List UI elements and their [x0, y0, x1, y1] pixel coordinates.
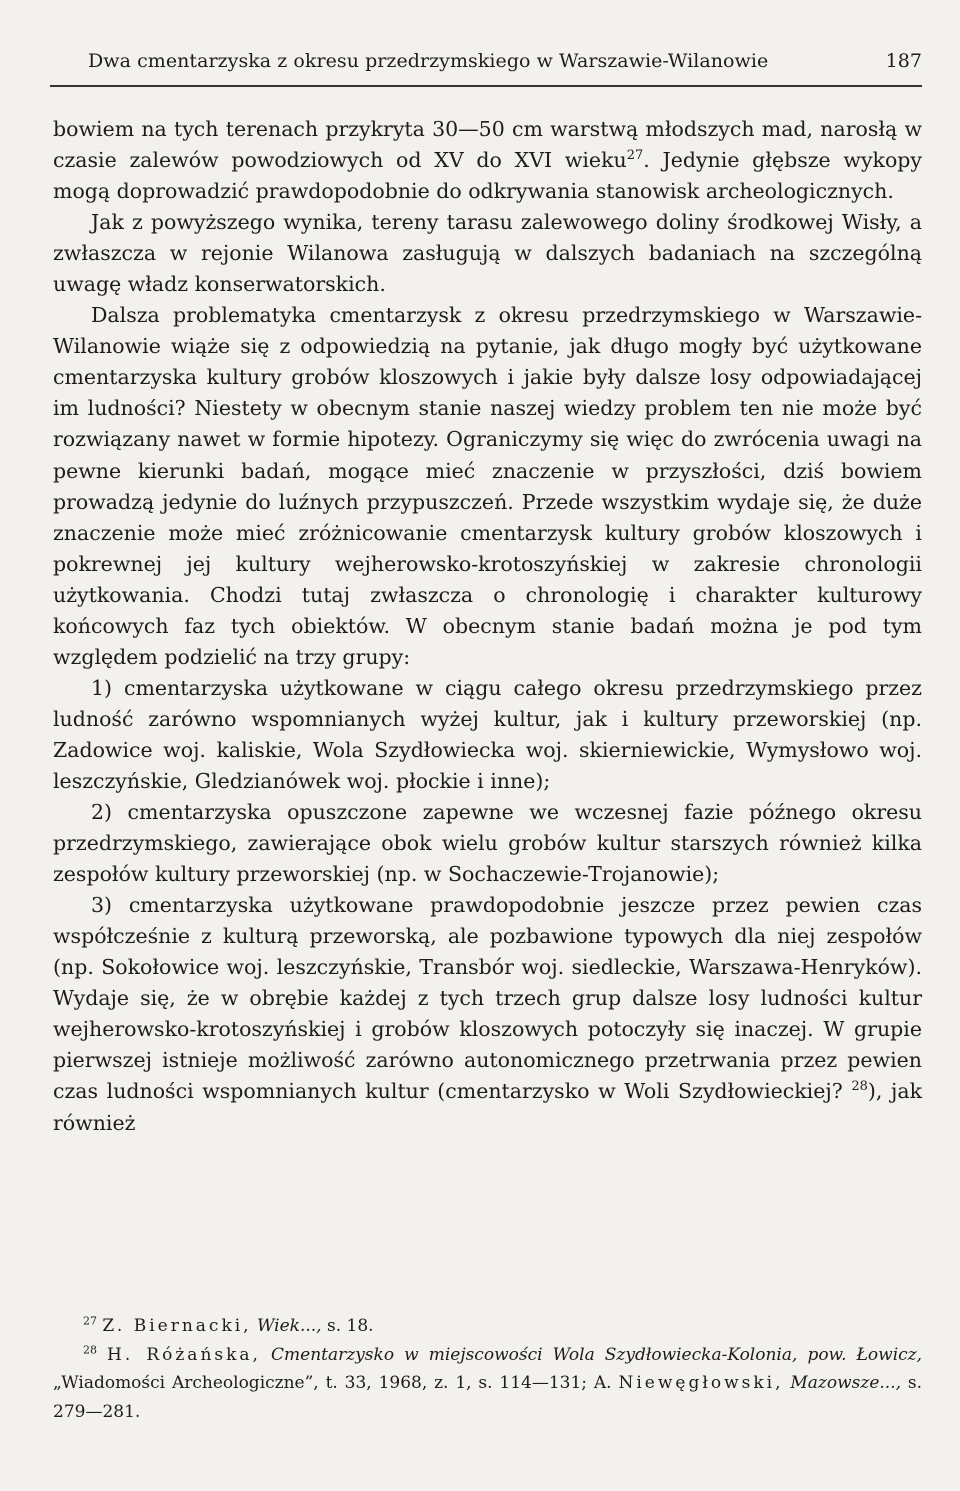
paragraph-2: Jak z powyższego wynika, tereny tarasu zalewowego doliny środkowej Wisły, a zwłaszcza w rejonie Wilanowa zasługują w dalszych badaniach na szczególną uwagę władz konserwatorskich. — [53, 210, 922, 297]
header-rule — [50, 85, 922, 87]
footnotes — [53, 1312, 922, 1426]
paragraph-1: bowiem na tych terenach przykryta 30—50 cm warstwą młodszych mad, narosłą w czasie zalewów powodziowych od XV do XVI wieku$^{27}$. Jedynie głębsze wykopy mogą doprowadzić prawdopodobnie do odkrywania stanowisk archeologicznych. — [53, 117, 922, 204]
body-text — [53, 114, 922, 1139]
footnote-ref-27[interactable]: 27 — [626, 148, 644, 164]
list-item-3: 3) cmentarzyska użytkowane prawdopodobnie jeszcze przez pewien czas współcześnie z kulturą przeworską, ale pozbawione typowych dla niej zespołów (np. Sokołowice woj. leszczyńskie, Transbór woj. siedleckie, Warszawa-Henryków). Wydaje się, że w obrębie każdej z tych trzech grup dalsze losy ludności kultur wejherowsko-krotoszyńskiej i grobów kloszowych potoczyły się inaczej. W grupie pierwszej istnieje możliwość zarówno autonomicznego przetrwania przez pewien czas ludności wspomnianych kultur (cmentarzysko w Woli Szydłowieckiej? $^{28}$), jak również — [53, 893, 922, 1135]
footnote-28: $^{28}$ H. Różańska, Cmentarzysko w miejscowości Wola Szydłowiecka-Kolonia, pow. Łowicz, „Wiadomości Archeologiczne”, t. 33, 1968, z. 1, s. 114—131; A. Niewęgłowski, Mazowsze..., s. 279—281. — [53, 1342, 923, 1422]
footnote-ref-28[interactable]: 28 — [851, 1079, 868, 1095]
list-item-1: 1) cmentarzyska użytkowane w ciągu całego okresu przedrzymskiego przez ludność zarówno wspomnianych wyżej kultur, jak i kultury przeworskiej (np. Zadowice woj. kaliskie, Wola Szydłowiecka woj. skierniewickie, Wymysłowo woj. leszczyńskie, Gledzianówek woj. płockie i inne); — [53, 675, 922, 793]
footnote-27: $^{27}$ Z. Biernacki, Wiek..., s. 18. — [83, 1314, 374, 1336]
running-head — [88, 50, 922, 72]
paragraph-3: Dalsza problematyka cmentarzysk z okresu przedrzymskiego w Warszawie-Wilanowie wiąże się z odpowiedzią na pytanie, jak długo mogły być użytkowane cmentarzyska kultury grobów kloszowych i jakie były dalsze losy odpowiadającej im ludności? Niestety w obecnym stanie naszej wiedzy problem ten nie może być rozwiązany nawet w formie hipotezy. Ograniczymy się więc do zwrócenia uwagi na pewne kierunki badań, mogące mieć znaczenie w przyszłości, dziś bowiem prowadzą jedynie do luźnych przypuszczeń. Przede wszystkim wydaje się, że duże znaczenie może mieć zróżnicowanie cmentarzysk kultury grobów kloszowych i pokrewnej jej kultury wejherowsko-krotoszyńskiej w zakresie chronologii użytkowania. Chodzi tutaj zwłaszcza o chronologię i charakter kulturowy końcowych faz tych obiektów. W obecnym stanie badań można je pod tym względem podzielić na trzy grupy: — [53, 303, 922, 669]
page-number: 187 — [885, 50, 922, 72]
running-title: Dwa cmentarzyska z okresu przedrzymskiego w Warszawie-Wilanowie — [88, 50, 769, 72]
list-item-2: 2) cmentarzyska opuszczone zapewne we wczesnej fazie późnego okresu przedrzymskiego, zawierające obok wielu grobów kultur starszych również kilka zespołów kultury przeworskiej (np. w Sochaczewie-Trojanowie); — [53, 800, 922, 887]
